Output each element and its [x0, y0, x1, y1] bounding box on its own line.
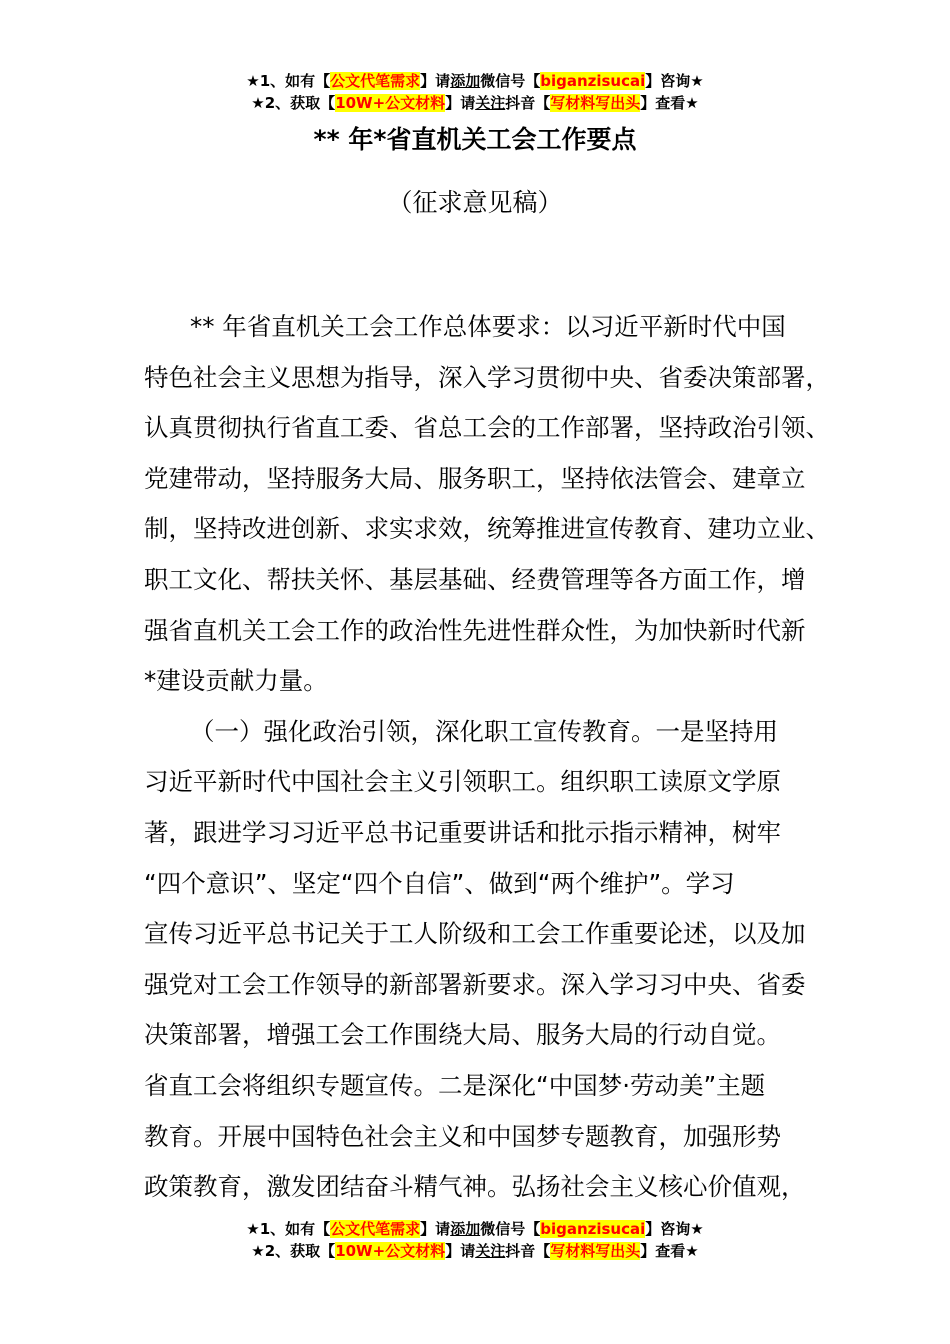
highlight-wechat-id: biganzisucai — [540, 72, 646, 90]
text-line: *建设贡献力量。 — [144, 666, 328, 696]
text-line: ** 年省直机关工会工作总体要求：以习近平新时代中国 — [190, 312, 786, 341]
text-line: 著，跟进学习习近平总书记重要讲话和批示指示精神，树牢 — [144, 817, 781, 847]
text-line: 认真贯彻执行省直工委、省总工会的工作部署，坚持政治引领、 — [144, 413, 830, 443]
text-line: （一）强化政治引领，深化职工宣传教育。一是坚持用 — [190, 716, 778, 746]
text-line: 特色社会主义思想为指导，深入学习贯彻中央、省委决策部署， — [144, 362, 830, 392]
text-line: 制，坚持改进创新、求实求效，统筹推进宣传教育、建功立业、 — [144, 514, 830, 544]
highlight-materials: 10W+公文材料 — [335, 94, 446, 112]
document-body — [144, 302, 844, 1213]
highlight-wechat-id: biganzisucai — [540, 1220, 646, 1238]
text-line: 习近平新时代中国社会主义引领职工。组织职工读原文学原 — [144, 767, 781, 797]
document-title: ** 年*省直机关工会工作要点 — [313, 125, 637, 154]
highlight-service: 公文代笔需求 — [330, 72, 421, 90]
document-subtitle: （征求意见稿） — [387, 188, 563, 217]
text-line: 宣传习近平总书记关于工人阶级和工会工作重要论述，以及加 — [144, 919, 806, 949]
text-line: 党建带动，坚持服务大局、服务职工，坚持依法管会、建章立 — [144, 463, 806, 493]
text-line: 政策教育，激发团结奋斗精气神。弘扬社会主义核心价值观， — [144, 1172, 806, 1202]
banner-line-1: ★1、如有【公文代笔需求】请添加微信号【biganzisucai】咨询★ — [246, 1220, 704, 1238]
text-line: 决策部署，增强工会工作围绕大局、服务大局的行动自觉。 — [144, 1020, 781, 1050]
footer-banner — [0, 1218, 950, 1262]
header-banner — [0, 70, 950, 114]
highlight-douyin: 写材料写出头 — [550, 1242, 641, 1260]
text-line: 强省直机关工会工作的政治性先进性群众性，为加快新时代新 — [144, 615, 806, 645]
text-line: 强党对工会工作领导的新部署新要求。深入学习习中央、省委 — [144, 969, 806, 999]
text-line: “四个意识”、坚定“四个自信”、做到“两个维护”。学习 — [144, 868, 735, 898]
text-line: 职工文化、帮扶关怀、基层基础、经费管理等各方面工作，增 — [144, 564, 806, 594]
text-line: 省直工会将组织专题宣传。二是深化“中国梦·劳动美”主题 — [144, 1070, 766, 1100]
text-line: 教育。开展中国特色社会主义和中国梦专题教育，加强形势 — [144, 1121, 781, 1151]
highlight-service: 公文代笔需求 — [330, 1220, 421, 1238]
highlight-materials: 10W+公文材料 — [335, 1242, 446, 1260]
highlight-douyin: 写材料写出头 — [550, 94, 641, 112]
banner-line-1: ★1、如有【公文代笔需求】请添加微信号【biganzisucai】咨询★ — [246, 72, 704, 90]
banner-line-2: ★2、获取【10W+公文材料】请关注抖音【写材料写出头】查看★ — [251, 1242, 699, 1260]
banner-line-2: ★2、获取【10W+公文材料】请关注抖音【写材料写出头】查看★ — [251, 94, 699, 112]
